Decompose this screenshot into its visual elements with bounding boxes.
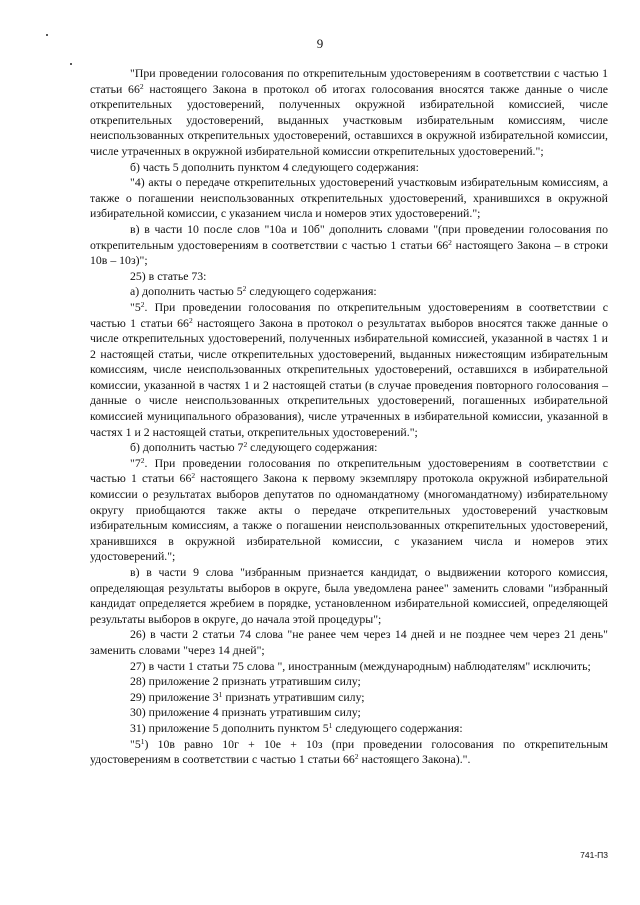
paragraph: 31) приложение 5 дополнить пунктом $5^1$ следующего содержания: — [130, 720, 463, 735]
body-text — [90, 66, 608, 768]
paragraph: 26) в части 2 статьи 74 слова "не ранее чем через 14 дней и не позднее чем через 21 день" заменить словами "через 14 дней"; — [90, 627, 608, 657]
paragraph: "$7^2$. При проведении голосования по открепительным удостоверениям в соответствии с частью 1 статьи $66^2$ настоящего Закона к первому экземпляру протокола окружной избирательной комиссии о результатах выборов депутатов по одномандатному (многомандатному) избирательному округу приобщаются также акты о передаче открепительных удостоверений участковым избирательным комиссиям, а также о погашении неиспользованных открепительных удостоверений, хранившихся в окружной избирательной комиссии, с указанием числа и номеров этих удостоверений."; — [90, 455, 608, 564]
superscript-index: 2 — [188, 315, 193, 325]
paragraph: "При проведении голосования по открепительным удостоверениям в соответствии с частью 1 статьи $66^2$ настоящего Закона в протокол об итогах голосования вносятся также данные о числе открепительных удостоверений, полученных окружной избирательной комиссией, числе открепительных удостоверений, выданных участковым избирательным комиссиям, числе неиспользованных открепительных удостоверений, оставшихся в окружной избирательной комиссии, числе утраченных в окружной избирательной комиссии открепительных удостоверений."; — [90, 66, 609, 158]
paragraph: 25) в статье 73: — [130, 268, 207, 283]
paragraph: 30) приложение 4 признать утратившим силу; — [130, 705, 361, 720]
superscript-index: 1 — [140, 736, 145, 746]
scan-speck — [70, 63, 72, 65]
superscript-index: 2 — [140, 455, 145, 465]
paragraph: а) дополнить частью $5^2$ следующего содержания: — [130, 284, 377, 299]
paragraph: в) в части 10 после слов "10а и 10б" дополнить словами "(при проведении голосования по открепительным удостоверениям в соответствии с частью 1 статьи $66^2$ настоящего Закона – в строки 10в – 10з)"; — [90, 221, 609, 268]
paragraph: в) в части 9 слова "избранным признается кандидат, о выдвижении которого комиссия, определяющая результаты выборов в округе, была уведомлена ранее" заменить словами "избранный кандидат определяется жребием в порядке, установленном избирательной комиссией, определяющей результаты выборов в округе, до начала этой процедуры"; — [90, 565, 608, 626]
superscript-index: 2 — [354, 752, 359, 762]
paragraph: "$5^2$. При проведении голосования по открепительным удостоверениям в соответствии с частью 1 статьи $66^2$ настоящего Закона в протокол о результатах выборов вносятся также данные о числе открепительных удостоверений, полученных избирательной комиссией, указанной в частях 1 и 2 настоящей статьи, числе открепительных удостоверений, выданных нижестоящим избирательным комиссиям, числе неиспользованных открепительных удостоверений, оставшихся в избирательной комиссии, указанной в частях 1 и 2 настоящей статьи (в случае проведения повторного голосования – данные о числе неиспользованных открепительных удостоверений, погашенных избирательной комиссией муниципального образования), числе утраченных в избирательной комиссии, указанной в частях 1 и 2 настоящей статьи, открепительных удостоверений."; — [90, 299, 608, 439]
superscript-index: 2 — [242, 284, 247, 294]
paragraph: "4) акты о передаче открепительных удостоверений участковым избирательным комиссиям, а также о погашении неиспользованных открепительных удостоверений, хранившихся в окружной избирательной комиссии, с указанием числа и номеров этих удостоверений."; — [90, 175, 608, 221]
superscript-index: 1 — [328, 720, 333, 730]
document-code: 741-П3 — [580, 850, 608, 860]
paragraph: 28) приложение 2 признать утратившим силу; — [130, 674, 361, 689]
superscript-index: 2 — [140, 299, 145, 309]
superscript-index: 2 — [191, 471, 196, 481]
paragraph: 27) в части 1 статьи 75 слова ", иностранным (международным) наблюдателям" исключить; — [130, 658, 591, 673]
paragraph: б) часть 5 дополнить пунктом 4 следующего содержания: — [130, 159, 419, 174]
superscript-index: 2 — [139, 81, 144, 91]
paragraph: б) дополнить частью $7^2$ следующего содержания: — [130, 440, 378, 455]
superscript-index: 2 — [448, 237, 452, 247]
superscript-index: 2 — [243, 440, 248, 450]
paragraph: "$5^1$) 10в равно 10г + 10е + 10з (при проведении голосования по открепительным удостоверениям в соответствии с частью 1 статьи $66^2$ настоящего Закона).". — [90, 736, 608, 767]
page-number: 9 — [316, 36, 324, 51]
paragraph: 29) приложение $3^1$ признать утратившим силу; — [130, 689, 365, 704]
superscript-index: 1 — [218, 689, 223, 699]
